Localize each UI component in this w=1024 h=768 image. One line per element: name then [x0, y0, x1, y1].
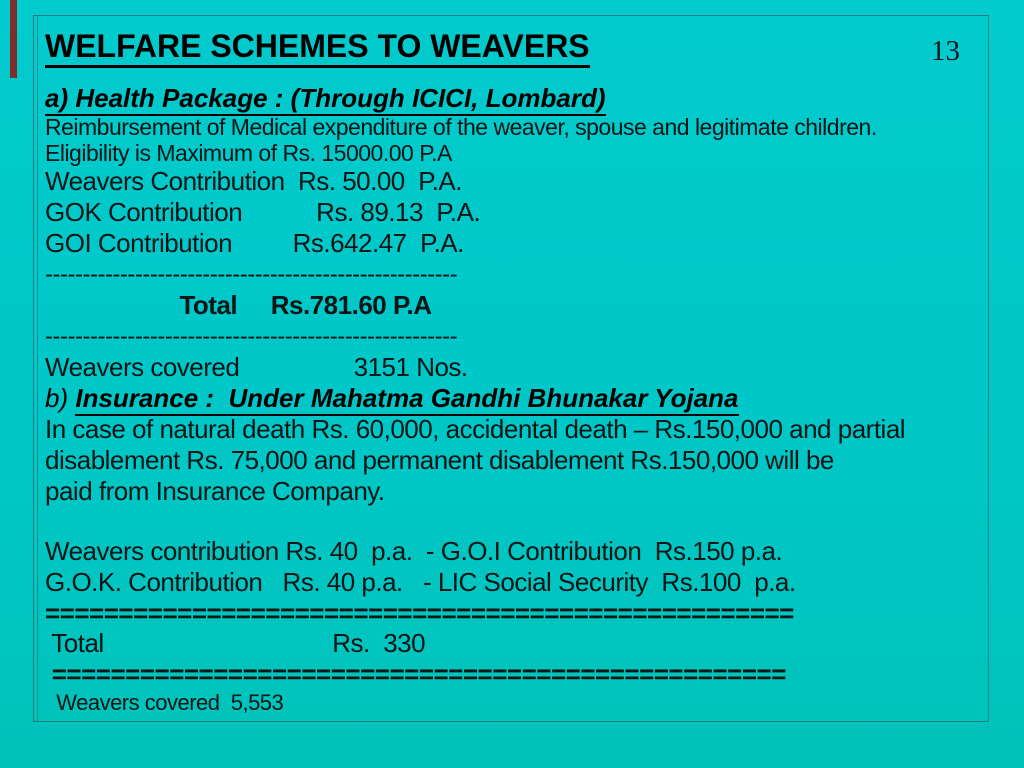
divider-equals: ================================================== [45, 659, 786, 689]
insurance-body-line: In case of natural death Rs. 60,000, accidental death – Rs.150,000 and partial [45, 414, 906, 444]
insurance-contribution-line: G.O.K. Contribution Rs. 40 p.a. - LIC Social Security Rs.100 p.a. [45, 567, 796, 597]
section-a-heading [45, 83, 978, 114]
insurance-total-line: Total Rs. 330 [45, 628, 426, 658]
divider-dashes: ------------------------------------------------------- [45, 261, 458, 288]
goi-contribution-line: GOI Contribution Rs.642.47 P.A. [45, 228, 464, 258]
section-b-heading-text: Insurance : Under Mahatma Gandhi Bhunakar Yojana [75, 383, 738, 416]
weavers-covered-line: Weavers covered 3151 Nos. [45, 352, 468, 382]
section-b-prefix: b) [45, 383, 76, 413]
section-a-heading-text: a) Health Package : (Through ICICI, Lombard) [45, 83, 606, 116]
insurance-contribution-line: Weavers contribution Rs. 40 p.a. - G.O.I Contribution Rs.150 p.a. [45, 536, 783, 566]
weavers-covered-line: Weavers covered 5,553 [45, 690, 284, 715]
divider-dashes: ------------------------------------------------------- [45, 323, 458, 350]
reimbursement-line: Reimbursement of Medical expenditure of the weaver, spouse and legitimate children. [45, 114, 877, 140]
insurance-body-line: disablement Rs. 75,000 and permanent disablement Rs.150,000 will be [45, 445, 834, 475]
accent-bar [10, 0, 17, 78]
weavers-contribution-line: Weavers Contribution Rs. 50.00 P.A. [45, 166, 462, 196]
divider-equals: =================================================== [45, 598, 794, 628]
page-number: 13 [931, 35, 960, 67]
spacer [45, 507, 978, 536]
section-b-heading [45, 383, 978, 414]
eligibility-line: Eligibility is Maximum of Rs. 15000.00 P.A [45, 140, 452, 166]
insurance-body-line: paid from Insurance Company. [45, 476, 385, 506]
slide-frame [33, 15, 989, 722]
gok-contribution-line: GOK Contribution Rs. 89.13 P.A. [45, 197, 481, 227]
health-total-line: Total Rs.781.60 P.A [45, 290, 432, 320]
slide-title: WELFARE SCHEMES TO WEAVERS [45, 29, 590, 68]
title-row [45, 29, 978, 81]
